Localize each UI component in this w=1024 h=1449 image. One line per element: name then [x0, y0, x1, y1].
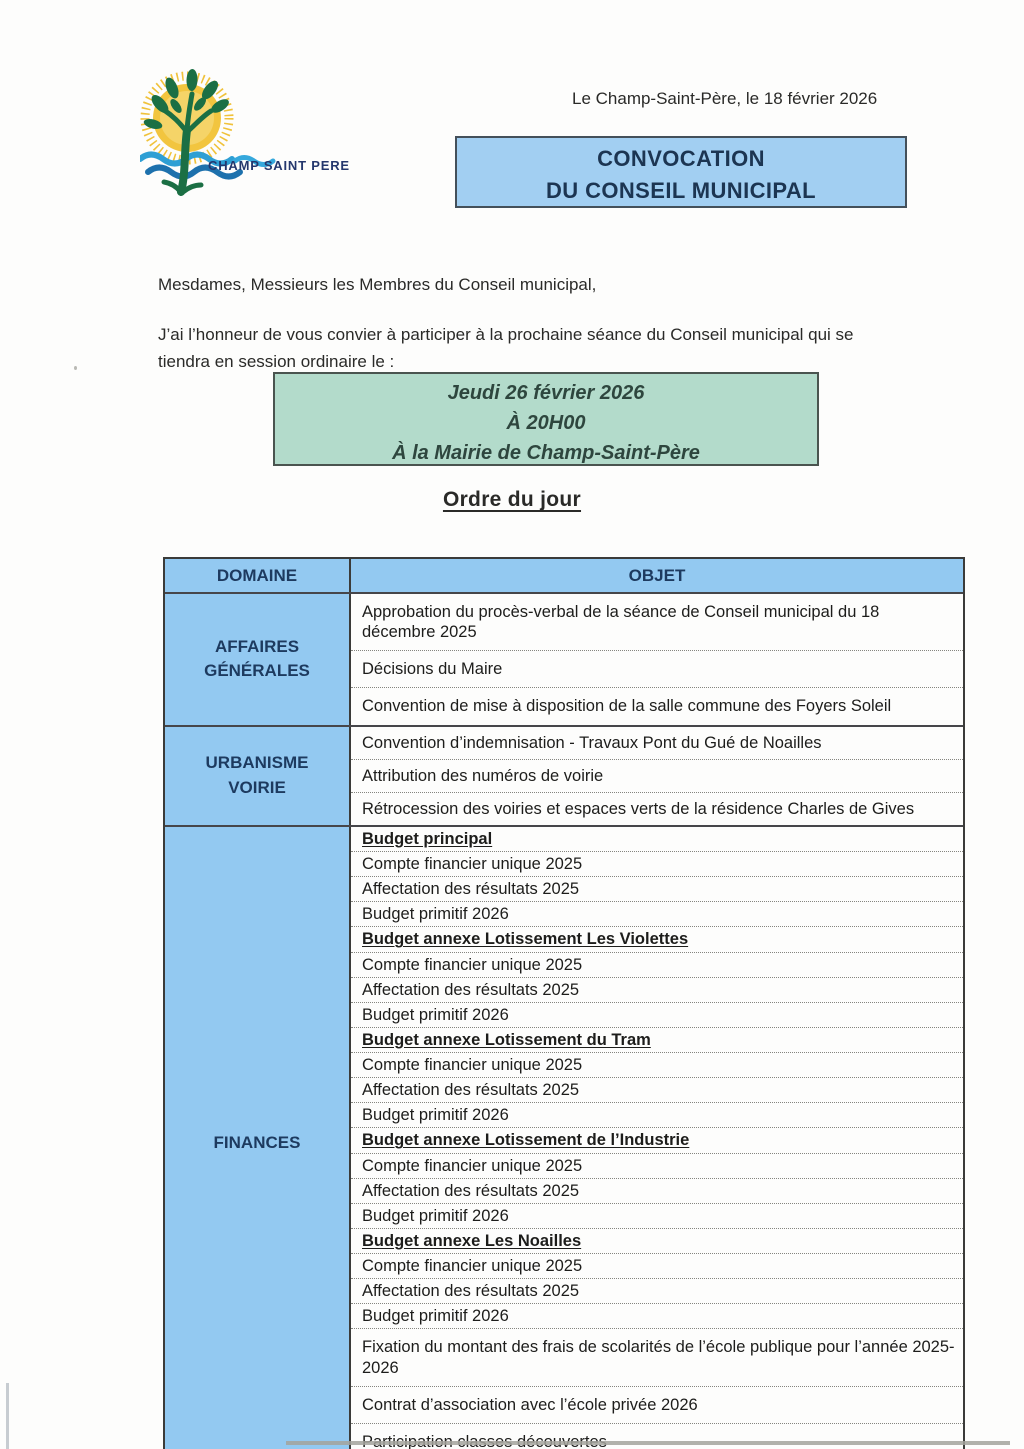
- agenda-item: [351, 1386, 963, 1423]
- agenda-item: [351, 1253, 963, 1278]
- agenda-item-text: Budget annexe Les Noailles: [362, 1231, 582, 1250]
- agenda-item-text: Convention de mise à disposition de la salle commune des Foyers Soleil: [362, 697, 892, 716]
- convocation-title-line1: CONVOCATION: [597, 146, 765, 171]
- agenda-item-text: Affectation des résultats 2025: [362, 880, 580, 899]
- meeting-details-box: [273, 372, 819, 466]
- agenda-item-text: Budget annexe Lotissement de l’Industrie: [362, 1131, 690, 1150]
- agenda-item: [351, 1328, 963, 1385]
- scan-artifact-dot: [74, 366, 77, 370]
- agenda-item-text: Attribution des numéros de voirie: [362, 766, 604, 785]
- agenda-item: [351, 901, 963, 926]
- agenda-item-heading: [351, 1027, 963, 1052]
- agenda-item-text: Compte financier unique 2025: [362, 855, 583, 873]
- agenda-item: [351, 594, 963, 650]
- agenda-item-text: Affectation des résultats 2025: [362, 1181, 580, 1200]
- agenda-item-text: Budget primitif 2026: [362, 905, 509, 924]
- agenda-title: Ordre du jour: [442, 488, 582, 511]
- agenda-item: [351, 952, 963, 977]
- tree-sun-waves-icon: [140, 66, 350, 196]
- agenda-item-heading: [351, 1127, 963, 1152]
- agenda-item: [351, 977, 963, 1002]
- salutation: Mesdames, Messieurs les Membres du Conseil municipal,: [158, 275, 597, 294]
- agenda-item: [351, 851, 963, 876]
- agenda-item: [351, 1303, 963, 1328]
- agenda-item-text: Affectation des résultats 2025: [362, 1282, 580, 1301]
- meeting-date: Jeudi 26 février 2026: [447, 382, 645, 404]
- agenda-item: [351, 1423, 963, 1449]
- agenda-item: [351, 1052, 963, 1077]
- agenda-item-text: Convention d’indemnisation - Travaux Pont du Gué de Noailles: [362, 733, 822, 752]
- agenda-item: [351, 1178, 963, 1203]
- commune-logo: [140, 66, 370, 201]
- agenda-item-text: Affectation des résultats 2025: [362, 1081, 580, 1100]
- agenda-item-text: Compte financier unique 2025: [362, 1156, 583, 1175]
- intro-line-2: tiendra en session ordinaire le :: [158, 352, 395, 372]
- agenda-item-text: Fixation du montant des frais de scolarités de l’école publique pour l’année 2025-2026: [362, 1338, 955, 1377]
- agenda-item: [351, 1278, 963, 1303]
- agenda-item: [351, 727, 963, 759]
- agenda-item: [351, 650, 963, 687]
- object-cell-list: [351, 827, 963, 1449]
- intro-paragraph: [158, 321, 854, 375]
- agenda-item-heading: [351, 926, 963, 951]
- convocation-title-box: [455, 136, 907, 208]
- domain-column-header: DOMAINE: [165, 559, 351, 592]
- agenda-item: [351, 792, 963, 825]
- agenda-item: [351, 876, 963, 901]
- agenda-item-text: Approbation du procès-verbal de la séance de Conseil municipal du 18 décembre 2025: [362, 603, 880, 642]
- agenda-item-text: Budget primitif 2026: [362, 1005, 509, 1024]
- agenda-item-heading: [351, 1228, 963, 1253]
- intro-line-1: J’ai l’honneur de vous convier à participer à la prochaine séance du Conseil municipal qui se: [158, 325, 854, 344]
- agenda-item: [351, 759, 963, 792]
- scan-artifact-left-edge: [6, 1383, 9, 1449]
- agenda-item-text: Contrat d’association avec l’école privée 2026: [362, 1395, 698, 1414]
- agenda-group: [165, 725, 963, 825]
- agenda-group: [165, 592, 963, 725]
- agenda-item-text: Budget annexe Lotissement Les Violettes: [362, 930, 689, 949]
- agenda-item: [351, 1077, 963, 1102]
- object-cell-list: [351, 727, 963, 825]
- domain-cell: FINANCES: [165, 827, 351, 1449]
- agenda-item-text: Compte financier unique 2025: [362, 1056, 583, 1074]
- object-cell-list: [351, 594, 963, 725]
- agenda-item-text: Compte financier unique 2025: [362, 1257, 583, 1275]
- domain-cell: AFFAIRES GÉNÉRALES: [165, 594, 351, 725]
- agenda-item-text: Affectation des résultats 2025: [362, 980, 580, 999]
- domain-cell: URBANISME VOIRIE: [165, 727, 351, 825]
- date-line: Le Champ-Saint-Père, le 18 février 2026: [572, 89, 878, 108]
- agenda-item-text: Budget primitif 2026: [362, 1106, 509, 1125]
- agenda-item: [351, 1102, 963, 1127]
- agenda-table-header: [165, 559, 963, 592]
- agenda-table: [163, 557, 965, 1449]
- scan-artifact-bottom-bar: [286, 1441, 1010, 1445]
- agenda-item-text: Décisions du Maire: [362, 660, 503, 679]
- agenda-item-text: Budget primitif 2026: [362, 1307, 509, 1326]
- agenda-item: [351, 1153, 963, 1178]
- convocation-title-line2: DU CONSEIL MUNICIPAL: [546, 177, 816, 203]
- agenda-item-text: Budget principal: [362, 829, 493, 848]
- meeting-time: À 20H00: [506, 412, 586, 434]
- agenda-item: [351, 1002, 963, 1027]
- agenda-item-text: Budget primitif 2026: [362, 1206, 509, 1225]
- object-column-header: OBJET: [628, 565, 686, 585]
- meeting-place: À la Mairie de Champ-Saint-Père: [392, 442, 700, 464]
- agenda-group: [165, 825, 963, 1449]
- agenda-item-text: Budget annexe Lotissement du Tram: [362, 1030, 651, 1049]
- agenda-item: [351, 687, 963, 724]
- logo-text: CHAMP SAINT PERE: [208, 158, 350, 173]
- agenda-item-text: Compte financier unique 2025: [362, 955, 583, 974]
- agenda-item-text: Rétrocession des voiries et espaces verts de la résidence Charles de Gives: [362, 799, 915, 818]
- agenda-item-heading: [351, 827, 963, 851]
- agenda-item: [351, 1203, 963, 1228]
- agenda-groups: [165, 592, 963, 1449]
